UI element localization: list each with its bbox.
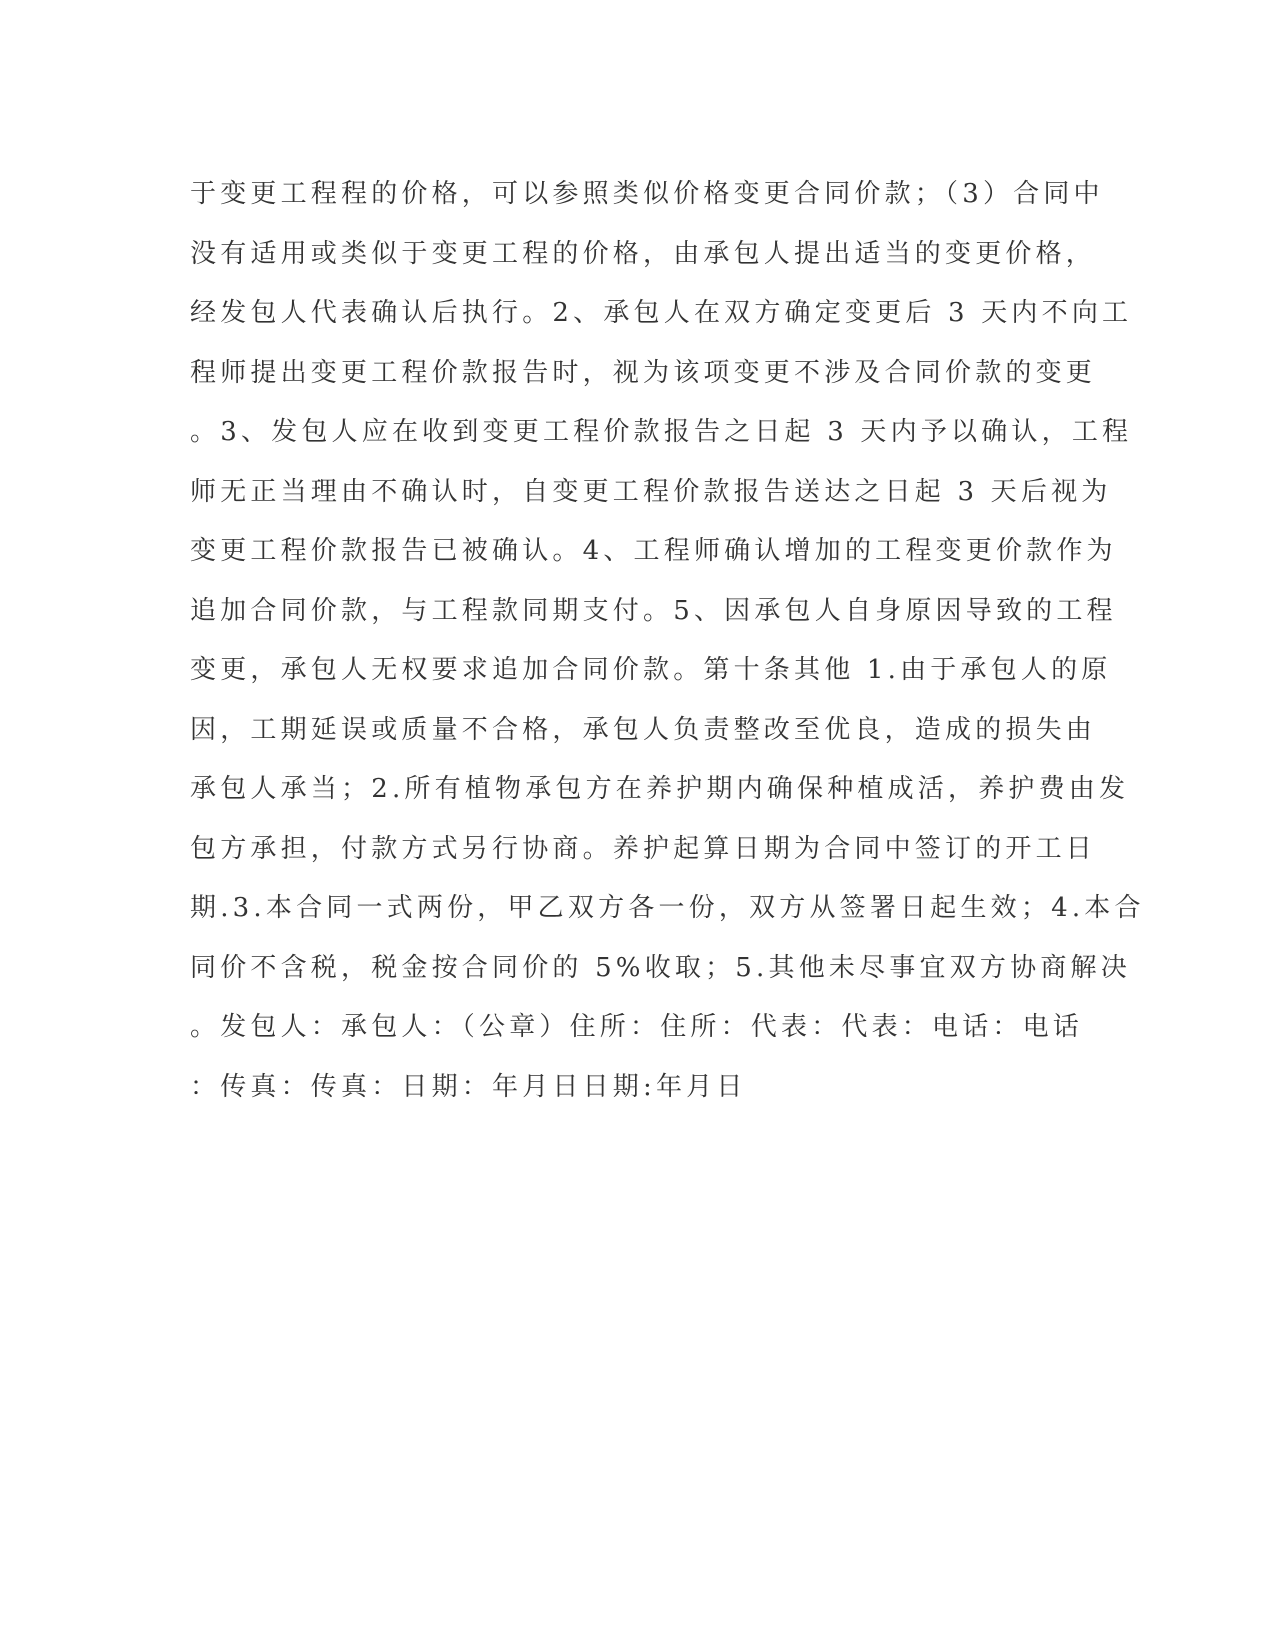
text-line: 。3、发包人应在收到变更工程价款报告之日起 3 天内予以确认，工程 — [190, 417, 1133, 447]
text-line: 没有适用或类似于变更工程的价格，由承包人提出适当的变更价格， — [190, 238, 1097, 269]
text-line: 包方承担，付款方式另行协商。养护起算日期为合同中签订的开工日 — [190, 833, 1097, 864]
text-line: 承包人承当；2.所有植物承包方在养护期内确保种植成活，养护费由发 — [190, 774, 1130, 804]
text-line: 变更，承包人无权要求追加合同价款。第十条其他 1.由于承包人的原 — [190, 655, 1112, 685]
text-line: 追加合同价款，与工程款同期支付。5、因承包人自身原因导致的工程 — [190, 595, 1117, 626]
text-line: 经发包人代表确认后执行。2、承包人在双方确定变更后 3 天内不向工 — [190, 298, 1133, 328]
text-line: ：传真：传真：日期：年月日日期:年月日 — [190, 1071, 747, 1102]
text-line: 期.3.本合同一式两份，甲乙双方各一份，双方从签署日起生效；4.本合 — [190, 893, 1145, 923]
text-line: 程师提出变更工程价款报告时，视为该项变更不涉及合同价款的变更 — [190, 357, 1097, 388]
text-line: 同价不含税，税金按合同价的 5%收取；5.其他未尽事宜双方协商解决 — [190, 952, 1131, 983]
text-line: 。发包人：承包人：（公章）住所：住所：代表：代表：电话：电话 — [190, 1012, 1084, 1042]
text-line: 变更工程价款报告已被确认。4、工程师确认增加的工程变更价款作为 — [190, 536, 1117, 566]
text-line: 师无正当理由不确认时，自变更工程价款报告送达之日起 3 天后视为 — [190, 476, 1112, 507]
text-line: 于变更工程程的价格，可以参照类似价格变更合同价款；（3）合同中 — [190, 179, 1104, 209]
text-line: 因，工期延误或质量不合格，承包人负责整改至优良，造成的损失由 — [190, 714, 1097, 745]
contract-body-text — [190, 165, 1145, 1117]
